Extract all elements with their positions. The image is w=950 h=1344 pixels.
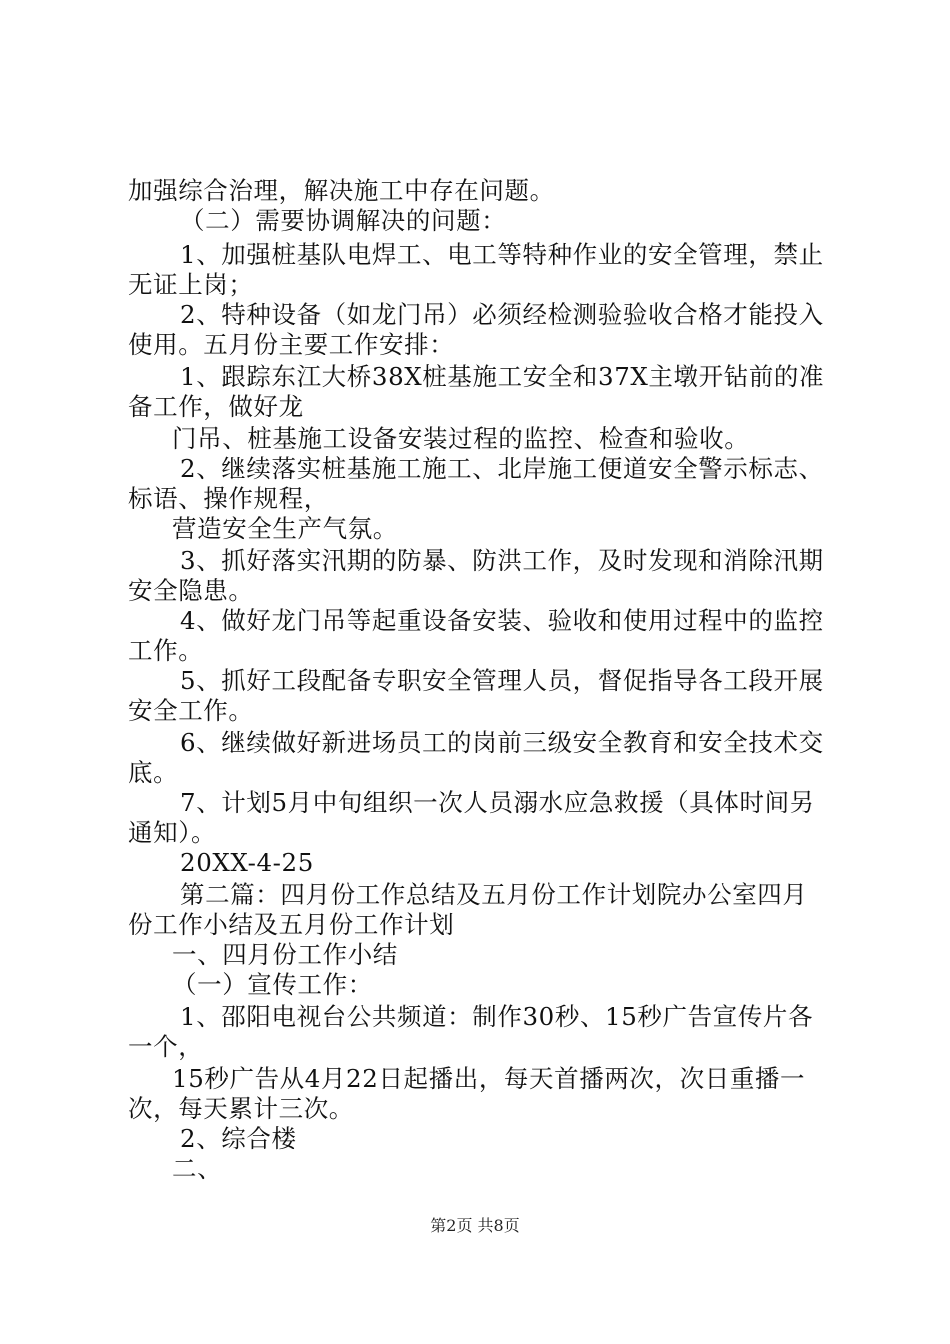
- text-line: 2、继续落实桩基施工施工、北岸施工便道安全警示标志、: [180, 454, 824, 483]
- text-line: 6、继续做好新进场员工的岗前三级安全教育和安全技术交: [180, 728, 824, 757]
- page-number-footer: 第2页 共8页: [430, 1216, 520, 1235]
- text-line: 一、四月份工作小结: [172, 940, 398, 969]
- text-line: 底。: [128, 758, 179, 787]
- text-line: 营造安全生产气氛。: [172, 514, 398, 543]
- text-line: 使用。五月份主要工作安排：: [128, 330, 455, 359]
- text-line: 安全隐患。: [128, 576, 254, 605]
- text-line: 门吊、桩基施工设备安装过程的监控、检查和验收。: [172, 424, 750, 453]
- date-line: 20XX-4-25: [180, 848, 314, 877]
- text-line: 7、计划5月中旬组织一次人员溺水应急救援（具体时间另: [180, 788, 815, 817]
- text-line: 1、跟踪东江大桥38X桩基施工安全和37X主墩开钻前的准: [180, 362, 825, 391]
- text-line: 5、抓好工段配备专职安全管理人员，督促指导各工段开展: [180, 666, 824, 695]
- text-line: 二、: [172, 1154, 223, 1183]
- text-line: 2、综合楼: [180, 1124, 297, 1153]
- text-line: 通知）。: [128, 818, 217, 847]
- text-line: 安全工作。: [128, 696, 254, 725]
- text-line: 无证上岗；: [128, 270, 254, 299]
- text-line: 3、抓好落实汛期的防暴、防洪工作，及时发现和消除汛期: [180, 546, 824, 575]
- text-line: 标语、操作规程，: [128, 484, 329, 513]
- text-line: 加强综合治理，解决施工中存在问题。: [128, 176, 555, 205]
- text-line: 工作。: [128, 636, 204, 665]
- section-heading: 份工作小结及五月份工作计划: [128, 910, 455, 939]
- text-line: 次，每天累计三次。: [128, 1094, 354, 1123]
- section-heading: 第二篇：四月份工作总结及五月份工作计划院办公室四月: [180, 880, 808, 909]
- text-line: 1、加强桩基队电焊工、电工等特种作业的安全管理，禁止: [180, 240, 824, 269]
- text-line: 2、特种设备（如龙门吊）必须经检测验验收合格才能投入: [180, 300, 824, 329]
- text-line: （二）需要协调解决的问题：: [180, 206, 507, 235]
- text-line: 一个，: [128, 1032, 204, 1061]
- text-line: 备工作，做好龙: [128, 392, 304, 421]
- text-line: 15秒广告从4月22日起播出，每天首播两次，次日重播一: [172, 1064, 806, 1093]
- text-line: （一）宣传工作：: [172, 970, 373, 999]
- text-line: 4、做好龙门吊等起重设备安装、验收和使用过程中的监控: [180, 606, 824, 635]
- text-line: 1、邵阳电视台公共频道：制作30秒、15秒广告宣传片各: [180, 1002, 814, 1031]
